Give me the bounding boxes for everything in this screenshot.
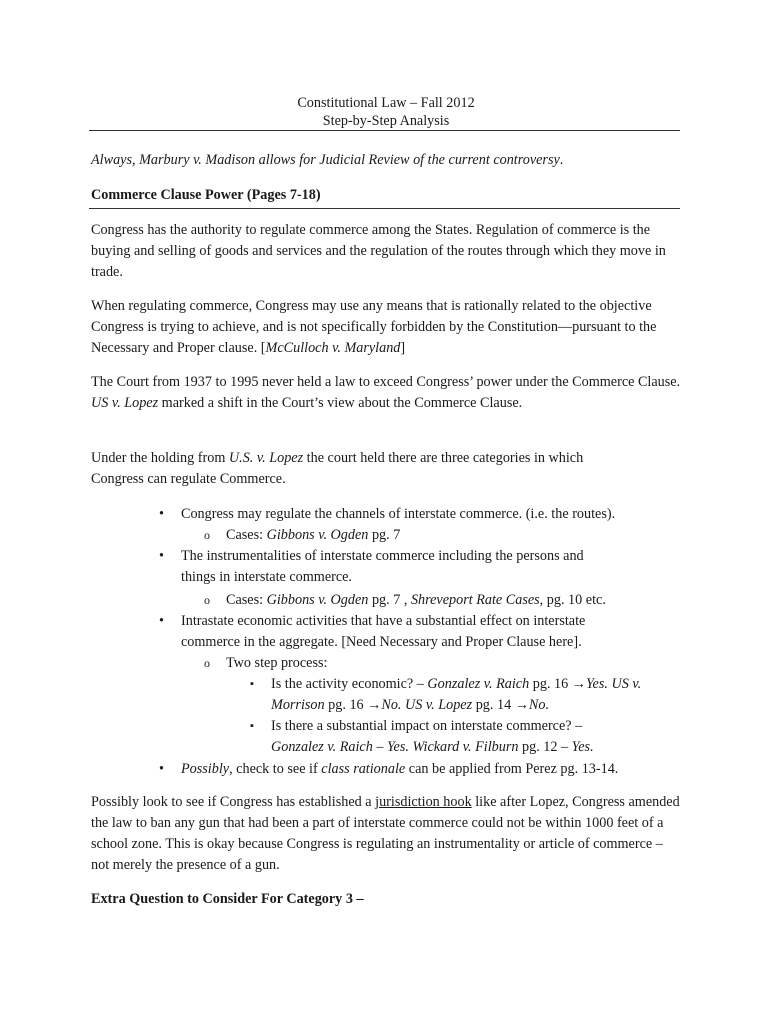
paragraph-court-history: The Court from 1937 to 1995 never held a law to exceed Congress’ power under the Commerce Clause. US v. Lopez marked a shift in the Court’s view about the Commerce Clause.: [91, 374, 681, 411]
bullet-marker: •: [159, 506, 164, 522]
arrow-icon: →: [571, 676, 586, 692]
circle-marker: o: [204, 593, 210, 607]
circle-marker: o: [204, 656, 210, 670]
bullet-marker: •: [159, 613, 164, 629]
list-item-class-rationale: Possibly, check to see if class rationale can be applied from Perez pg. 13-14.: [181, 761, 619, 777]
list-subitem-cases-channels: Cases: Gibbons v. Ogden pg. 7: [226, 527, 401, 543]
arrow-icon: →: [514, 697, 529, 713]
section-heading-extra-question: Extra Question to Consider For Category 3 –: [91, 891, 364, 907]
list-item-instrumentalities-line2: things in interstate commerce.: [181, 569, 352, 585]
paragraph-jurisdiction-hook: Possibly look to see if Congress has established a jurisdiction hook like after Lopez, Congress amended the law to ban any gun that had been a part of interstate commerce could not be within 1000 feet of a school zone. This is okay because Congress is regulating an instrumentality or article of commerce – not merely the presence of a gun.: [91, 794, 680, 873]
title-divider: [89, 130, 680, 131]
list-item-intrastate-line1: Intrastate economic activities that have a substantial effect on interstate: [181, 613, 586, 629]
document-subtitle: Step-by-Step Analysis: [322, 113, 450, 129]
paragraph-necessary-proper: When regulating commerce, Congress may use any means that is rationally related to the objective Congress is trying to achieve, and is not specifically forbidden by the Constitution—pursuant to the Necessary and Proper clause. [McCulloch v. Maryland]: [91, 298, 657, 356]
document-title: Constitutional Law – Fall 2012: [297, 95, 475, 111]
square-marker: ▪: [250, 678, 254, 690]
intro-text: Always, Marbury v. Madison allows for Judicial Review of the current controversy.: [91, 152, 564, 168]
list-subitem-two-step: Two step process:: [226, 655, 328, 671]
list-subitem-cases-instrumentalities: Cases: Gibbons v. Ogden pg. 7 , Shreveport Rate Cases, pg. 10 etc.: [226, 592, 606, 608]
step-question-impact-line1: Is there a substantial impact on interstate commerce? –: [271, 718, 583, 734]
list-item-intrastate-line2: commerce in the aggregate. [Need Necessary and Proper Clause here].: [181, 634, 582, 650]
list-item-instrumentalities-line1: The instrumentalities of interstate commerce including the persons and: [181, 548, 584, 564]
bullet-marker: •: [159, 548, 164, 564]
circle-marker: o: [204, 528, 210, 542]
step-question-economic-line1: Is the activity economic? – Gonzalez v. Raich pg. 16 →Yes. US v.: [271, 676, 642, 692]
section-heading-commerce-clause: Commerce Clause Power (Pages 7-18): [91, 187, 321, 203]
step-question-impact-line2: Gonzalez v. Raich – Yes. Wickard v. Filburn pg. 12 – Yes.: [271, 739, 594, 755]
list-item-channels: Congress may regulate the channels of interstate commerce. (i.e. the routes).: [181, 506, 616, 522]
arrow-icon: →: [367, 697, 382, 713]
paragraph-authority: Congress has the authority to regulate commerce among the States. Regulation of commerce is the buying and selling of goods and services and the regulation of the routes through which they move in trade.: [91, 222, 666, 280]
paragraph-lopez-holding-line1: Under the holding from U.S. v. Lopez the court held there are three categories in which: [91, 450, 584, 466]
step-question-economic-line2: Morrison pg. 16 →No. US v. Lopez pg. 14 →No.: [271, 697, 549, 713]
bullet-marker: •: [159, 761, 164, 777]
paragraph-lopez-holding-line2: Congress can regulate Commerce.: [91, 471, 286, 487]
section-divider: [89, 208, 680, 209]
square-marker: ▪: [250, 720, 254, 732]
